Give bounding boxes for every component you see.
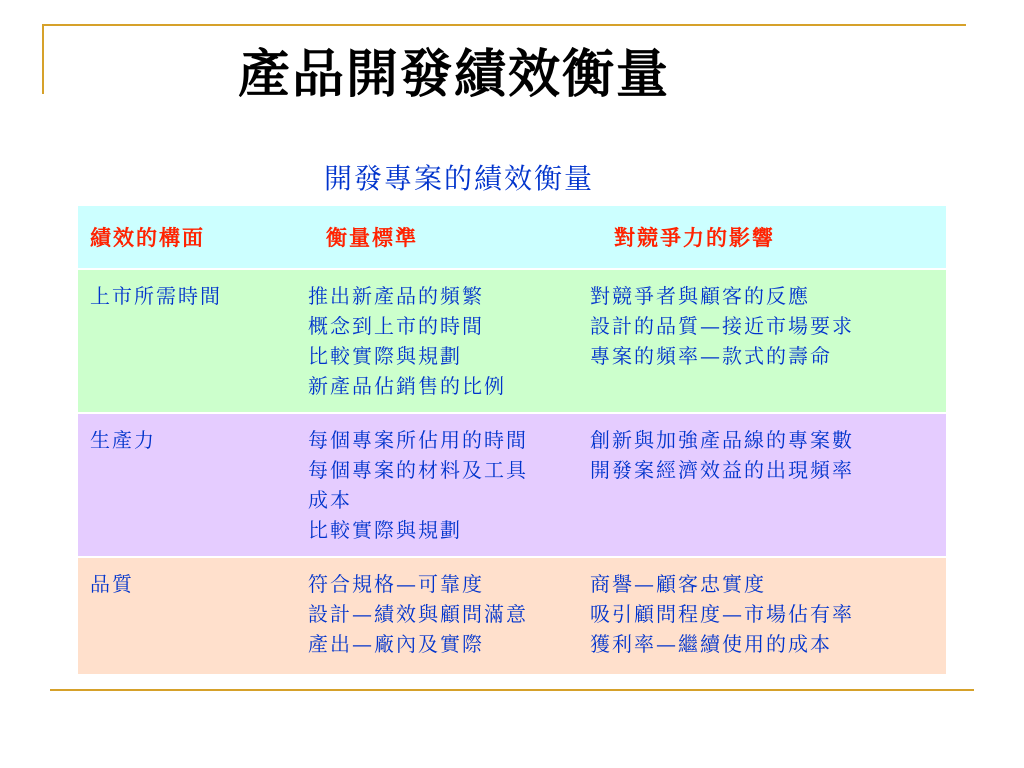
header-criteria: 衡量標準 [326,225,418,250]
table-row [78,557,946,674]
row-dimension: 品質 [90,572,134,596]
row-impact: 對競爭者與顧客的反應 設計的品質—接近市場要求 專案的頻率—款式的壽命 [590,284,854,368]
header-dimension: 績效的構面 [90,225,205,250]
row-dimension: 上市所需時間 [90,284,222,308]
frame-bottom-line [50,689,974,691]
row-criteria: 每個專案所佔用的時間 每個專案的材料及工具 成本 比較實際與規劃 [308,428,528,542]
row-impact: 創新與加強產品線的專案數 開發案經濟效益的出現頻率 [590,428,854,482]
table-row [78,413,946,557]
table-header-row [78,206,946,269]
slide-title: 產品開發績效衡量 [238,44,671,105]
row-divider [78,556,946,558]
row-divider [78,412,946,414]
row-dimension: 生產力 [90,428,156,452]
table-row [78,269,946,413]
metrics-table [78,206,946,674]
frame-top-line [42,24,966,26]
row-criteria: 推出新產品的頻繁 概念到上市的時間 比較實際與規劃 新產品佔銷售的比例 [308,284,506,398]
frame-left-line [42,24,44,94]
table-caption: 開發專案的績效衡量 [324,162,595,195]
header-impact: 對競爭力的影響 [614,225,775,250]
row-criteria: 符合規格—可靠度 設計—績效與顧問滿意 產出—廠內及實際 [308,572,528,656]
row-impact: 商譽—顧客忠實度 吸引顧問程度—市場佔有率 獲利率—繼續使用的成本 [590,572,854,656]
row-divider [78,268,946,270]
